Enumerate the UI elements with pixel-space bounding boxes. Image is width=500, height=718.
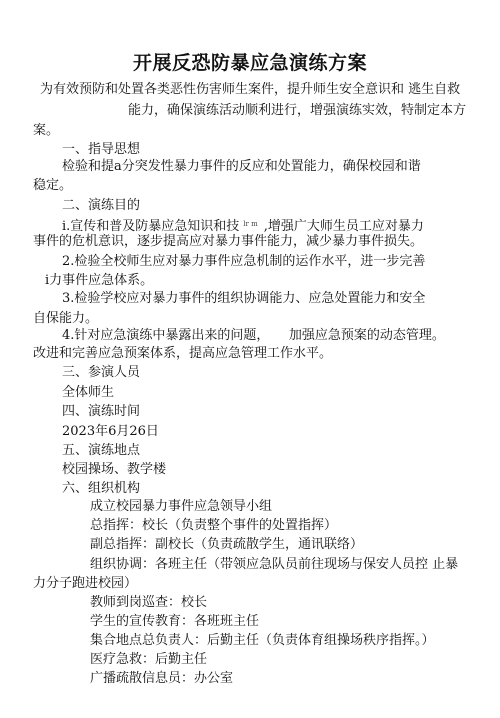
section-2-heading: 二、演练目的 xyxy=(62,198,141,213)
section-5-body: 校园操场、教学楼 xyxy=(62,462,167,477)
section-1-line-1: 检验和提a分突发性暴力事件的反应和处置能力，确保校园和谐 xyxy=(62,159,421,174)
section-1-heading: 一、指导思想 xyxy=(62,142,141,157)
section-6-heading: 六、组织机构 xyxy=(62,481,141,496)
section-6-line: 教师到岗巡查：校长 xyxy=(90,595,208,610)
section-5-heading: 五、演练地点 xyxy=(62,443,141,458)
section-2-item-4-line-2: 改进和完善应急预案体系，提高应急管理工作水平。 xyxy=(33,346,333,361)
section-6-line: 组织协调：各班主任（带领应急队员前往现场与保安人员控 止暴 xyxy=(90,557,459,572)
stray-glyph: lr m xyxy=(243,220,258,228)
document-title: 开展反恐防暴应急演练方案 xyxy=(132,52,367,74)
section-6-line: 成立校园暴力事件应急领导小组 xyxy=(90,499,273,514)
section-2-item-3-line-2: 自保能力。 xyxy=(33,311,99,326)
section-2-item-2-line-2: i力事件应急体系。 xyxy=(45,273,154,288)
intro-line-3: 案。 xyxy=(33,123,60,138)
intro-line-2: 能力，确保演练活动顺利进行，增强演练实效，特制定本方 xyxy=(128,103,467,118)
section-1-line-2: 稳定。 xyxy=(33,178,73,193)
section-6-line: 总指挥：校长（负责整个事件的处置指挥） xyxy=(90,518,338,533)
section-2-item-4-line-1: 4.针对应急演练中暴露出来的问题， 加强应急预案的动态管理。 xyxy=(62,328,445,343)
section-6-line: 广播疏散信息员：办公室 xyxy=(90,671,234,686)
section-4-heading: 四、演练时间 xyxy=(62,404,141,419)
section-6-line: 力分子跑进校园） xyxy=(33,576,138,591)
section-3-heading: 三、参演人员 xyxy=(62,365,141,380)
section-6-line: 副总指挥：副校长（负责疏散学生，通讯联络） xyxy=(90,537,364,552)
section-3-body: 全体师生 xyxy=(62,385,115,400)
section-2-item-3-line-1: 3.检验学校应对暴力事件的组织协调能力、应急处置能力和安全 xyxy=(62,291,426,306)
section-2-item-1-line-2: 事件的危机意识，逐步提高应对暴力事件能力，减少暴力事件损失。 xyxy=(33,234,424,249)
section-6-line: 医疗急救：后勤主任 xyxy=(90,652,208,667)
intro-line-1: 为有效预防和处置各类恶性伤害师生案件，提升师生安全意识和 逃生自救 xyxy=(40,82,461,97)
section-2-item-1-part-b: ,增强广大师生员工应对暴力 xyxy=(263,219,424,234)
section-6-line: 学生的宣传教育：各班班主任 xyxy=(90,614,260,629)
section-4-body: 2023年6月26日 xyxy=(62,424,159,439)
section-2-item-1-part-a: i.宣传和普及防暴应急知识和技 xyxy=(62,219,240,234)
section-6-line: 集合地点总负责人：后勤主任（负责体育组操场秩序指挥。） xyxy=(90,633,435,648)
section-2-item-2-line-1: 2.检验全校师生应对暴力事件应急机制的运作水平，进一步完善 xyxy=(62,254,426,269)
